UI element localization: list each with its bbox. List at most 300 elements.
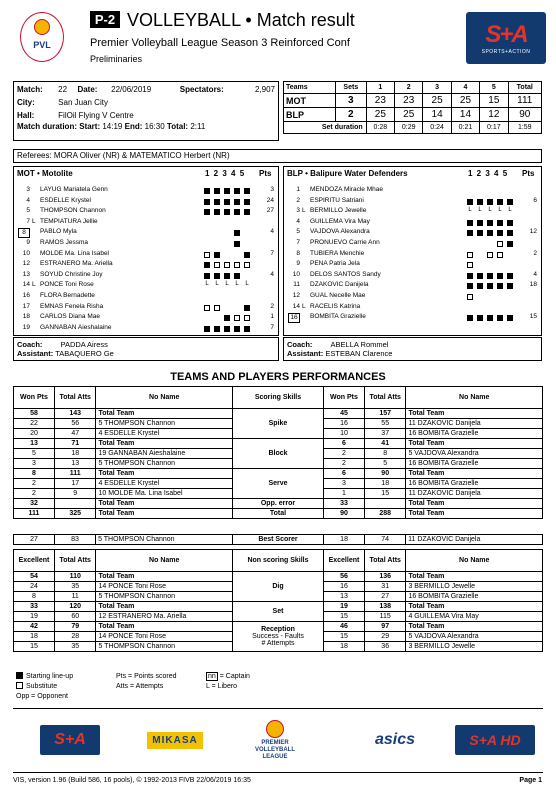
table-cell: 16 [323,582,364,592]
starting-square-icon [224,209,230,215]
player-number: 2 [296,196,300,204]
player-number: 14 [292,302,300,310]
libero-marker: L [215,281,219,288]
table-header-cell: Non scoring Skills [232,550,323,572]
footer-version: VIS, version 1.96 (Build 586, 16 pools), © 1992-2013 FIVB 22/06/2019 16:35 [13,777,251,784]
table-header-row [14,387,543,409]
table-header-cell: Total Atts [364,550,406,572]
match-label: Match: [17,85,43,94]
player-row [16,239,278,250]
player-points: 1 [270,313,274,321]
coach-label: Coach: [287,340,313,349]
set-duration: 0:17 [480,122,508,134]
table-cell: 1 [323,489,364,499]
team-a-pts-header: Pts [259,169,272,178]
player-name: ESDELLE Krystel [40,196,91,204]
table-header-cell: No Name [96,550,233,572]
player-name: PRONUEVO Carrie Ann [310,238,380,246]
skill-cell [232,409,323,439]
coach-name: ABELLA Rommel [330,340,389,349]
starting-square-icon [214,209,220,215]
sets-header-3: 3 [423,82,451,94]
starting-square-icon [234,188,240,194]
team-code: BLP [284,108,336,122]
table-header-cell: Scoring Skills [232,387,323,409]
set-duration-label: Set duration [284,122,367,134]
coach-label: Coach: [17,340,43,349]
starting-square-icon [467,273,473,279]
starting-square-icon [507,230,513,236]
player-number: 4 [26,196,30,204]
table-header-cell: Total Atts [54,387,96,409]
starting-square-icon [224,315,230,321]
sponsor-asics [355,716,435,764]
table-cell: 9 [54,489,96,499]
player-row [16,324,278,335]
starting-square-icon [204,326,210,332]
city-label: City: [17,98,35,107]
team-a-assistant [17,349,114,359]
sets-row-blp [284,108,542,122]
non-scoring-skills-table [13,549,543,652]
total-label: Total: [166,122,189,131]
player-points: 3 [270,186,274,193]
starting-square-icon [234,241,240,247]
team-a-title: MOT • Motolite [17,169,73,178]
table-cell: 14 PONCE Toni Rose [96,632,233,642]
table-cell: 5 [364,459,406,469]
player-row [16,271,278,282]
player-number: 19 [22,323,30,331]
set-scores-table [283,81,542,134]
table-cell: 33 [14,602,55,612]
table-cell: 71 [54,439,96,449]
table-cell: 11 [54,592,96,602]
sets-header-sets: Sets [336,82,367,94]
page-title: VOLLEYBALL • Match result [127,10,355,30]
skill-name: Reception [261,626,295,633]
starting-square-icon [507,315,513,321]
table-cell: 42 [14,622,55,632]
table-cell: 56 [323,572,364,582]
table-cell: 3 BERMILLO Jewelle [406,582,543,592]
table-cell: Total Team [96,439,233,449]
table-cell: 5 THOMPSON Channon [96,459,233,469]
table-cell: 5 VAJDOVA Alexandra [406,449,543,459]
starting-square-icon [244,199,250,205]
substitute-square-icon [224,262,230,268]
legend-opp: Opp = Opponent [16,693,68,700]
starting-square-icon [214,326,220,332]
skill-subtitle: # Attempts [261,640,295,647]
table-cell: 18 [54,449,96,459]
sets-header-teams: Teams [284,82,336,94]
libero-marker: L [225,281,229,288]
table-cell: 10 [323,429,364,439]
player-row [286,281,541,292]
table-header-cell: Excellent [14,550,55,572]
table-cell: 37 [364,429,406,439]
player-name: MOLDE Ma. Lina Isabel [40,249,110,257]
skill-name: Serve [268,480,288,487]
player-points: 12 [529,228,537,236]
starting-square-icon [477,199,483,205]
table-cell: 6 [323,469,364,479]
starting-square-icon [507,199,513,205]
starting-square-icon [467,199,473,205]
player-points: 7 [270,249,274,257]
table-cell: 16 BOMBITA Grazielle [406,459,543,469]
table-cell: 27 [14,535,55,545]
player-row [286,197,541,208]
set-score: 25 [395,108,423,122]
table-cell: 5 THOMPSON Channon [96,419,233,429]
starting-square-icon [204,199,210,205]
starting-square-icon [224,326,230,332]
substitute-square-icon [234,262,240,268]
skill-cell [232,509,323,519]
substitute-square-icon [467,294,473,300]
player-name: DELOS SANTOS Sandy [310,270,381,278]
skill-cell [232,469,323,499]
player-name: ESTRANERO Ma. Ariella [40,260,113,268]
table-cell: 28 [54,632,96,642]
set-duration-row [284,122,542,134]
legend-substitute-text: Substitute [26,683,58,690]
libero-marker: L [32,281,36,289]
starting-square-icon [214,199,220,205]
player-name: GUILLEMA Vira May [310,217,370,225]
table-cell: 31 [364,582,406,592]
pvl-logo-text: PVL [33,40,51,50]
team-b-pts-header: Pts [522,169,535,178]
player-number: 16 [288,313,300,323]
table-cell: Total Team [406,439,543,449]
table-cell: Total Team [406,499,543,509]
table-cell: 18 [364,479,406,489]
set-duration: 0:21 [451,122,479,134]
table-cell: 20 [14,429,55,439]
starting-square-icon [477,220,483,226]
sets-header-total: Total [508,82,541,94]
starting-square-icon [497,283,503,289]
skill-cell [232,439,323,469]
table-cell: 27 [364,592,406,602]
starting-square-icon [497,315,503,321]
end-label: End: [124,122,143,131]
table-cell: 16 BOMBITA Grazielle [406,479,543,489]
table-cell: 4 ESDELLE Krystel [96,479,233,489]
player-row [16,250,278,261]
sets-header-2: 2 [395,82,423,94]
table-cell [364,499,406,509]
sponsor-sports-action-hd-logo: S+A HD [455,725,535,755]
sports-action-logo-mark: S+A [485,21,527,48]
player-points: 4 [270,228,274,236]
player-row [286,207,541,218]
player-row [286,228,541,239]
player-number: 8 [296,249,300,257]
performances-title: TEAMS AND PLAYERS PERFORMANCES [170,371,386,383]
starting-square-icon [234,209,240,215]
starting-square-icon [507,283,513,289]
table-row [14,572,543,582]
table-cell: 29 [364,632,406,642]
set-score: 15 [480,94,508,108]
player-name: GUAL Necelle Mae [310,291,366,299]
substitute-square-icon [497,241,503,247]
table-header-cell: No Name [406,387,543,409]
set-score: 14 [423,108,451,122]
table-cell: 14 PONCE Toni Rose [96,582,233,592]
referees-line: Referees: MORA Oliver (NR) & MATEMATICO Herbert (NR) [13,149,542,163]
set-score: 23 [395,94,423,108]
player-number: 9 [26,238,30,246]
table-cell: Total Team [406,622,543,632]
skill-name: Total [269,510,287,517]
player-number: 9 [296,260,300,268]
player-number: 5 [26,207,30,215]
table-cell: 13 [14,439,55,449]
libero-marker: L [302,302,306,310]
libero-marker: L [302,207,306,215]
sets-row-mot [284,94,542,108]
player-number: 10 [22,249,30,257]
sets-won: 3 [336,94,367,108]
table-cell: 2 [323,449,364,459]
table-cell: 19 GANNABAN Aieshalaine [96,449,233,459]
table-header-cell: Won Pts [14,387,55,409]
starting-square-icon [234,326,240,332]
coach-name: PADDA Airess [60,340,108,349]
table-cell: 4 GUILLEMA Vira May [406,612,543,622]
table-cell: 143 [54,409,96,419]
player-row [16,228,278,239]
table-cell: 5 [14,449,55,459]
player-row [16,260,278,271]
table-cell: Total Team [96,572,233,582]
skill-name: Set [272,608,284,615]
player-row [286,250,541,261]
player-name: LAYUG Mariatela Genn [40,186,108,193]
report-header [0,0,556,80]
player-number: 4 [296,217,300,225]
player-number: 12 [22,260,30,268]
table-cell: 5 THOMPSON Channon [96,592,233,602]
table-cell: 97 [364,622,406,632]
libero-marker: L [32,217,36,225]
team-code: MOT [284,94,336,108]
player-row [16,292,278,303]
set-score: 25 [366,108,394,122]
starting-square-icon [204,262,210,268]
set-score: 14 [451,108,479,122]
player-row [286,292,541,303]
substitute-square-icon [234,315,240,321]
table-cell: 17 [54,479,96,489]
table-cell: 16 [323,419,364,429]
starting-square-icon [204,188,210,194]
table-cell: 11 DZAKOVIC Danijela [406,535,543,545]
sponsor-sports-action [30,716,110,764]
table-row [14,469,543,479]
sets-header-4: 4 [451,82,479,94]
pvl-ball-icon [266,720,284,738]
table-cell: 325 [54,509,96,519]
phase-name: Preliminaries [90,54,143,64]
table-cell: 15 [323,632,364,642]
table-cell: 5 THOMPSON Channon [96,535,233,545]
starting-square-icon [477,283,483,289]
player-points: 4 [270,270,274,278]
libero-marker: L [245,281,249,288]
skill-cell [232,535,323,545]
starting-square-icon [497,199,503,205]
legend-atts: Atts = Attempts [116,683,164,690]
table-cell: 79 [54,622,96,632]
starting-square-icon [244,326,250,332]
divider [13,772,543,773]
table-cell: 35 [54,582,96,592]
starting-square-icon [477,230,483,236]
match-info-box [13,81,279,141]
team-a-roster-box [13,166,279,336]
starting-square-icon [224,273,230,279]
starting-square-icon [16,672,23,679]
starting-square-icon [487,283,493,289]
table-cell: 2 [14,489,55,499]
starting-square-icon [467,283,473,289]
player-name: SOYUD Christine Joy [40,270,103,278]
table-cell: 15 [364,489,406,499]
legend-starting [16,672,126,682]
player-name: CARLOS Diana Mae [40,313,100,321]
substitute-square-icon [204,252,210,258]
substitute-square-icon [204,305,210,311]
sets-header-1: 1 [366,82,394,94]
substitute-square-icon [214,262,220,268]
table-cell: 22 [14,419,55,429]
divider [13,708,543,709]
substitute-square-icon [467,252,473,258]
starting-square-icon [224,199,230,205]
starting-square-icon [204,273,210,279]
player-points: 4 [533,270,537,278]
table-cell: 54 [14,572,55,582]
skill-cell [232,499,323,509]
player-row [286,186,541,197]
starting-square-icon [487,199,493,205]
legend-captain [206,672,296,682]
player-number: 7 [26,217,30,225]
player-number: 17 [22,302,30,310]
substitute-square-icon [497,252,503,258]
table-header-cell: No Name [96,387,233,409]
starting-square-icon [507,273,513,279]
legend-libero: L = Libero [206,683,238,690]
player-points: 7 [270,323,274,331]
substitute-square-icon [467,262,473,268]
player-row [286,239,541,250]
table-cell: 11 DZAKOVIC Danijela [406,419,543,429]
player-points: 27 [266,207,274,215]
table-cell: Total Team [96,469,233,479]
substitute-square-icon [214,305,220,311]
sponsor-pvl [235,716,315,764]
skill-name: Spike [268,420,288,427]
match-date: 22/06/2019 [111,85,152,94]
player-name: PABLO Myla [40,228,77,236]
starting-square-icon [497,220,503,226]
table-cell: 16 BOMBITA Grazielle [406,429,543,439]
starting-square-icon [214,273,220,279]
table-cell: 90 [364,469,406,479]
starting-square-icon [234,199,240,205]
substitute-square-icon [16,682,23,689]
table-cell: 13 [323,592,364,602]
team-b-set-header: 1 2 3 4 5 [468,169,509,178]
starting-square-icon [244,209,250,215]
duration-line [14,122,278,131]
player-name: RAMOS Jessma [40,238,89,246]
starting-square-icon [467,315,473,321]
table-header-cell: Total Atts [364,387,406,409]
starting-square-icon [507,241,513,247]
player-name: FLORA Bernadette [40,291,95,299]
table-header-row [14,550,543,572]
table-cell: 18 [14,632,55,642]
skill-name: Best Scorer [258,536,298,543]
table-cell: 12 ESTRANERO Ma. Ariella [96,612,233,622]
table-cell: 19 [14,612,55,622]
pvl-logo [20,12,64,62]
table-cell: 120 [54,602,96,612]
sponsor-mikasa-logo: MIKASA [147,732,202,749]
spectators-label: Spectators: [179,85,224,94]
table-cell: 83 [55,535,96,545]
player-points: 15 [529,313,537,321]
starting-square-icon [214,188,220,194]
set-duration-total: 1:59 [508,122,541,134]
table-cell: 138 [364,602,406,612]
player-name: VAJDOVA Alexandra [310,228,370,236]
start-label: Start: [79,122,101,131]
legend-captain-text: = Captain [219,673,250,680]
captain-box-icon: nn [208,673,216,680]
table-cell: 3 BERMILLO Jewelle [406,642,543,652]
sponsor-mikasa [135,716,215,764]
hall-value: FilOil Flying V Centre [58,111,134,120]
table-cell: 60 [54,612,96,622]
table-cell: Total Team [96,499,233,509]
sponsor-sports-action-logo: S+A [40,725,100,755]
skill-cell [232,572,323,602]
player-row [286,218,541,229]
libero-marker: L [498,207,502,214]
starting-square-icon [204,209,210,215]
spectators-value: 2,907 [254,85,275,94]
start-value: 14:19 [102,122,123,131]
skill-cell [232,602,323,622]
table-cell: 4 ESDELLE Krystel [96,429,233,439]
table-header-cell: Excellent [323,550,364,572]
footer-page: Page 1 [519,777,542,784]
sets-won: 2 [336,108,367,122]
total-points: 111 [508,94,541,108]
best-scorer-table [13,534,543,545]
player-name: TUBIERA Menchie [310,249,365,257]
table-cell: 3 [323,479,364,489]
